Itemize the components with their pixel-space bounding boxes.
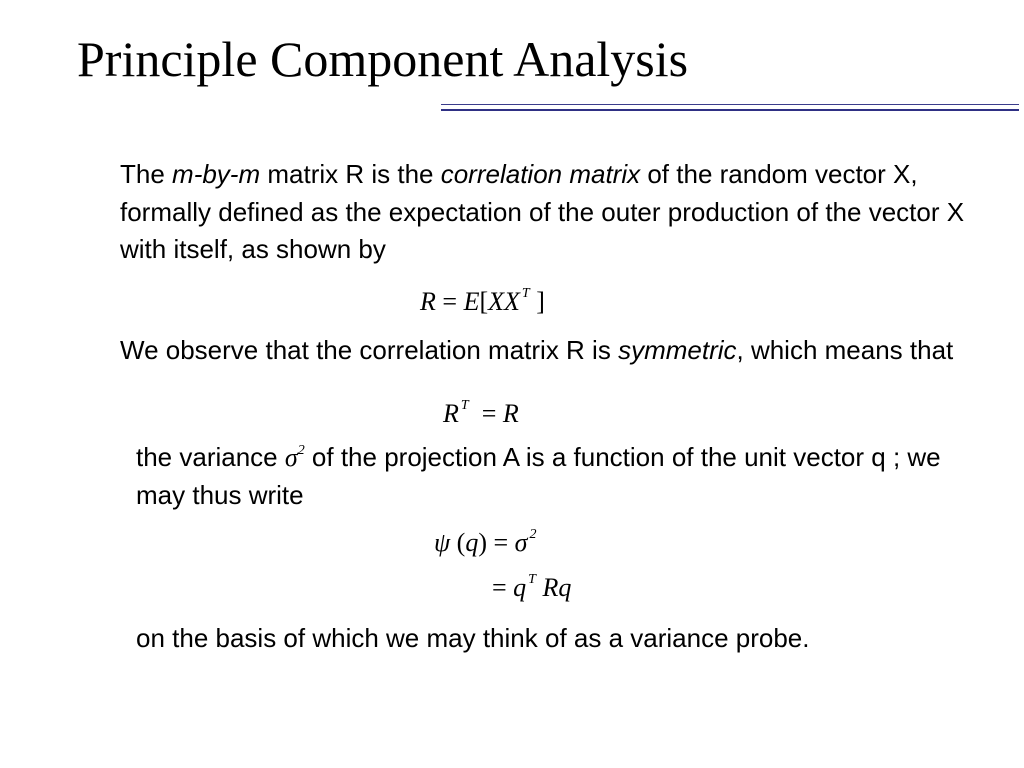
eq4-transpose: T <box>528 572 536 587</box>
equation-symmetry <box>443 399 519 427</box>
p1-text-1: The <box>120 159 173 189</box>
p3-text-2: of the projection A is a function of the unit vector q ; we may thus write <box>136 442 941 510</box>
equation-variance-probe-1 <box>434 528 536 556</box>
eq4-equals: = <box>492 573 514 602</box>
slide-title: Principle Component Analysis <box>77 31 689 87</box>
paragraph-symmetric <box>120 332 1000 370</box>
p2-text-1: We observe that the correlation matrix R is <box>120 335 619 365</box>
eq3-exponent: 2 <box>529 527 537 542</box>
p1-emphasis-m-by-m: m-by-m <box>172 159 261 189</box>
p3-sigma-symbol: σ <box>284 443 298 472</box>
equation-variance-probe-2 <box>492 573 571 601</box>
paragraph-correlation-definition <box>120 156 1000 269</box>
p2-text-2: , which means that <box>736 335 954 365</box>
eq1-equals: = <box>435 287 464 316</box>
eq2-r: R <box>443 399 459 428</box>
title-underline-bottom <box>441 109 1019 111</box>
eq1-expectation: E <box>463 287 480 316</box>
eq4-q: q <box>513 573 527 602</box>
eq1-right-bracket: ] <box>529 287 545 316</box>
eq2-rhs: R <box>502 399 519 428</box>
p3-sigma-exponent: 2 <box>297 443 305 458</box>
eq1-lhs: R <box>420 287 436 316</box>
paragraph-variance <box>136 432 996 514</box>
p1-emphasis-correlation-matrix: correlation matrix <box>440 159 641 189</box>
eq3-psi: ψ <box>434 528 451 557</box>
eq3-right-paren-equals: ) = <box>478 528 515 557</box>
p1-text-3: of the random vector X, formally defined as the expectation of the outer production of the vector X with itself, as shown by <box>120 159 965 264</box>
equation-correlation-matrix <box>420 287 545 315</box>
p3-sigma <box>285 443 305 472</box>
p2-emphasis-symmetric: symmetric <box>618 335 737 365</box>
eq3-q: q <box>465 528 479 557</box>
p3-text-1: the variance <box>136 442 285 472</box>
eq3-sigma: σ <box>514 528 528 557</box>
eq3-left-paren: ( <box>450 528 466 557</box>
p1-text-2: matrix R is the <box>260 159 441 189</box>
eq2-equals: = <box>468 399 503 428</box>
eq1-xx: XX <box>488 287 520 316</box>
paragraph-variance-probe: on the basis of which we may think of as a variance probe. <box>136 623 810 653</box>
title-underline-top <box>441 104 1019 105</box>
eq2-transpose: T <box>460 398 469 413</box>
eq4-rq: Rq <box>535 573 572 602</box>
eq1-transpose: T <box>521 286 530 301</box>
eq1-left-bracket: [ <box>479 287 489 316</box>
